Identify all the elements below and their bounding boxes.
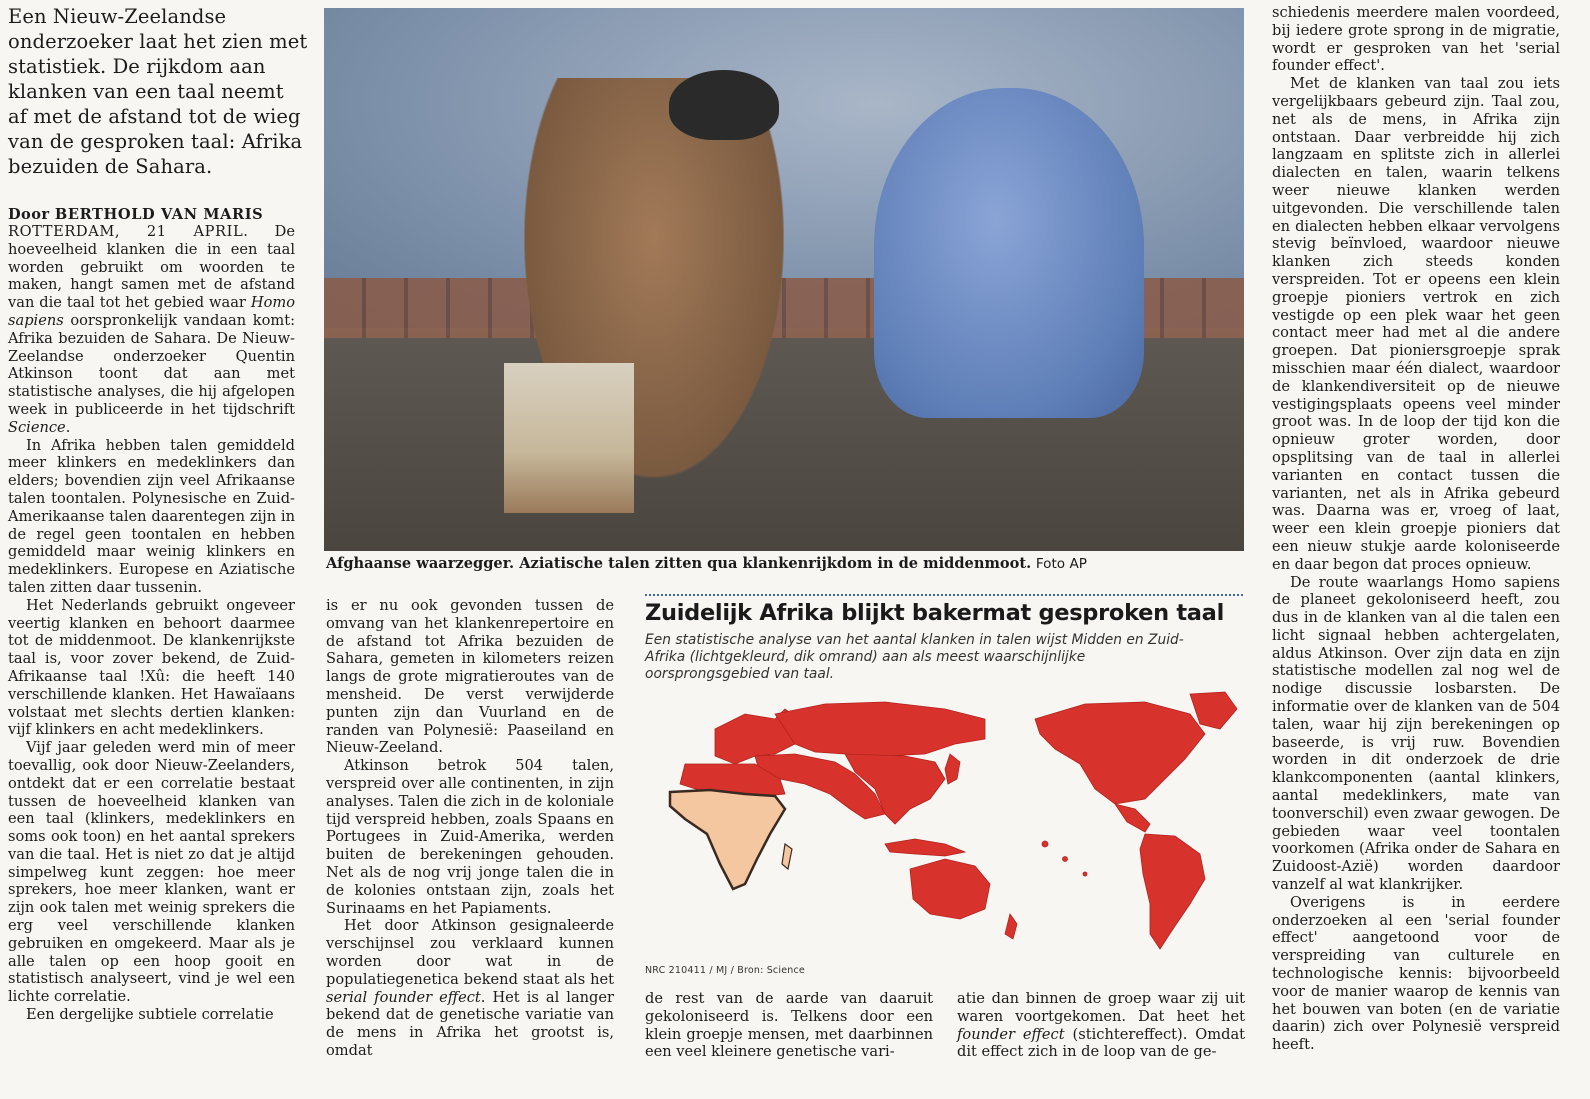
paragraph: Overigens is in eerdere onderzoeken al een 'serial founder effect' aangetoond voor de verspreiding van culturele en technologische kennis: bijvoorbeeld voor de manier waarop de kennis van het bouwen van boten (en de variatie daarin) zich over Polynesië verspreid heeft. xyxy=(1272,893,1560,1054)
paragraph: Een dergelijke subtiele correlatie xyxy=(26,1006,274,1024)
world-map xyxy=(645,684,1245,964)
paragraph: ROTTERDAM, 21 APRIL. De hoeveelheid klanken die in een taal worden gebruikt om woorden te maken, hangt samen met de afstand van die taal tot het gebied waar Homo sapiens oorspronkelijk vandaan komt: Afrika bezuiden de Sahara. De Nieuw-Zeelandse onderzoeker Quentin Atkinson toont dat aan met statistische analyses, die hij afgelopen week in publiceerde in het tijdschrift Science. xyxy=(8,223,295,436)
photo-afghan-fortune-teller xyxy=(324,8,1244,551)
byline: Door BERTHOLD VAN MARIS xyxy=(8,206,264,223)
map-subtitle: Een statistische analyse van het aantal klanken in talen wijst Midden en Zuid-Afrika (lichtgekleurd, dik omrand) aan als meest waarschijnlijke oorsprongsgebied van taal. xyxy=(645,632,1184,682)
paragraph: Het Nederlands gebruikt ongeveer veertig klanken en behoort daarmee tot de middenmoot. De klankenrijkste taal is, voor zover bekend, de Zuid-Afrikaanse taal !Xû: die heeft 140 verschillende klanken. Het Hawaïaans volstaat met slechts dertien klanken: vijf klinkers en acht medeklinkers. xyxy=(8,596,295,739)
map-north-asia xyxy=(775,702,985,756)
map-new-zealand xyxy=(1005,914,1017,939)
map-madagascar xyxy=(782,844,792,869)
paragraph: atie dan binnen de groep waar zij uit waren voortgekomen. Dat heet het founder effect (stichtereffect). Omdat dit effect zich in de loop van de ge- xyxy=(957,990,1246,1061)
paragraph: de rest van de aarde van daaruit gekoloniseerd is. Telkens door een klein groepje mensen, met daarbinnen een veel kleinere genetische vari- xyxy=(645,990,933,1061)
paragraph: Het door Atkinson gesignaleerde verschijnsel zou verklaard kunnen worden door wat in de populatiegenetica bekend staat als het serial founder effect. Het is al langer bekend dat de genetische variatie van de mens in Afrika het grootst is, omdat xyxy=(326,917,614,1059)
map-indonesia xyxy=(885,839,965,856)
paragraph: schiedenis meerdere malen voordeed, bij iedere grote sprong in de migratie, wordt er gesproken van het 'serial founder effect'. xyxy=(1272,4,1560,75)
map-australia xyxy=(910,859,990,919)
paragraph: Met de klanken van taal zou iets vergelijkbaars gebeurd zijn. Taal zou, net als de mens, in Afrika zijn ontstaan. Daar verbreidde hij zich langzaam en splitste zich in allerlei dialecten en talen, waarin telkens weer nieuwe klanken werden uitgevonden. Die verschillende talen en dialecten hebben elkaar vervolgens stevig beïnvloed, waardoor nieuwe klanken zich steeds konden verspreiden. Tot er opeens een klein groepje pioniers vertrok en zich vestigde op een plek waar het geen contact meer had met al die andere groepen. Dat pioniersgroepje sprak misschien maar één dialect, waardoor de klankendiversiteit op de nieuwe vestigingsplaats opeens veel minder groot was. In de loop der tijd kon die opnieuw groter worden, door opsplitsing van de taal in allerlei varianten en contact tussen die varianten, net als in Afrika gebeurd was. Daarna was er, vroeg of laat, weer een klein groepje pioniers dat een nieuw stukje aarde koloniseerde en daar begon dat proces opnieuw. xyxy=(1272,75,1560,573)
map-title: Zuidelijk Afrika blijkt bakermat gesproken taal xyxy=(645,600,1224,626)
map-south-america xyxy=(1140,834,1205,949)
photo-credit: Foto AP xyxy=(1035,556,1087,572)
paragraph: Vijf jaar geleden werd min of meer toevallig, ook door Nieuw-Zeelanders, ontdekt dat er een correlatie bestaat tussen de hoeveelheid klanken van een taal (klinkers, medeklinkers en soms ook toon) en het aantal sprekers van die taal. Het is niet zo dat je altijd simpelweg kunt zeggen: hoe meer sprekers, hoe meer klanken, want er zijn ook talen met weinig sprekers die erg veel verschillende klanken gebruiken en omgekeerd. Maar als je alle talen op een hoop gooit en statistisch analyseert, vind je wel een lichte correlatie. xyxy=(8,739,295,1006)
graphic-rule xyxy=(645,594,1245,596)
column-1 xyxy=(8,206,295,1024)
map-central-america xyxy=(1115,804,1150,832)
map-graphic xyxy=(645,598,1245,983)
paragraph: In Afrika hebben talen gemiddeld meer klinkers en medeklinkers dan elders; bovendien zijn veel Afrikaanse talen toontalen. Polynesische en Zuid-Amerikaanse talen daarentegen zijn in de regel geen toontalen en hebben gemiddeld maar weinig klinkers en medeklinkers. Europese en Aziatische talen zitten daar tussenin. xyxy=(8,436,295,596)
dateline: ROTTERDAM, 21 APRIL. xyxy=(8,223,249,240)
column-3 xyxy=(645,990,933,1061)
column-4 xyxy=(957,990,1245,1061)
figure-woman-burqa xyxy=(874,88,1144,418)
article-intro: Een Nieuw-Zeelandse onderzoeker laat het zien met statistiek. De rijkdom aan klanken van een taal neemt af met de afstand tot de wieg van de gesproken taal: Afrika bezuiden de Sahara. xyxy=(8,5,308,178)
map-source: NRC 210411 / MJ / Bron: Science xyxy=(645,965,805,976)
paragraph: De route waarlangs Homo sapiens de planeet gekoloniseerd heeft, zou dus in de klanken van al die talen een licht signaal hebben achtergelaten, aldus Atkinson. Over zijn data en zijn statistische modellen zal nog wel de nodige discussie losbarsten. De informatie over de klanken van de 504 talen, waar hij zijn berekeningen op baseerde, is vrij ruw. Bovendien worden in dit onderzoek de drie klankcomponenten (aantal klinkers, aantal medeklinkers, mate van toonverschil) even zwaar gewogen. De gebieden waar veel toontalen voorkomen (Afrika onder de Sahara en Zuidoost-Azië) worden daardoor vanzelf al wat klankrijker. xyxy=(1272,573,1560,894)
map-japan xyxy=(945,754,960,784)
book-stack xyxy=(504,363,634,513)
map-north-america xyxy=(1035,702,1205,804)
paragraph: is er nu ook gevonden tussen de omvang van het klankenrepertoire en de afstand tot Afrika bezuiden de Sahara, gemeten in kilometers reizen langs de grote migratieroutes van de mensheid. De verst verwijderde punten zijn dan Vuurland en de randen van Polynesië: Paaseiland en Nieuw-Zeeland. xyxy=(326,597,614,757)
column-2 xyxy=(326,597,614,1060)
map-origin-africa xyxy=(670,790,785,889)
photo-caption: Afghaanse waarzegger. Aziatische talen zitten qua klankenrijkdom in de middenmoot. Foto AP xyxy=(326,555,1087,572)
paragraph: Atkinson betrok 504 talen, verspreid over alle continenten, in zijn analyses. Talen die zich in de koloniale tijd verspreid hebben, zoals Spaans en Portugees in Zuid-Amerika, werden buiten de berekeningen gehouden. Net als de nog vrij jonge talen die in de kolonies ontstaan zijn, zoals het Surinaams en het Papiaments. xyxy=(326,757,614,917)
column-5 xyxy=(1272,4,1560,1054)
